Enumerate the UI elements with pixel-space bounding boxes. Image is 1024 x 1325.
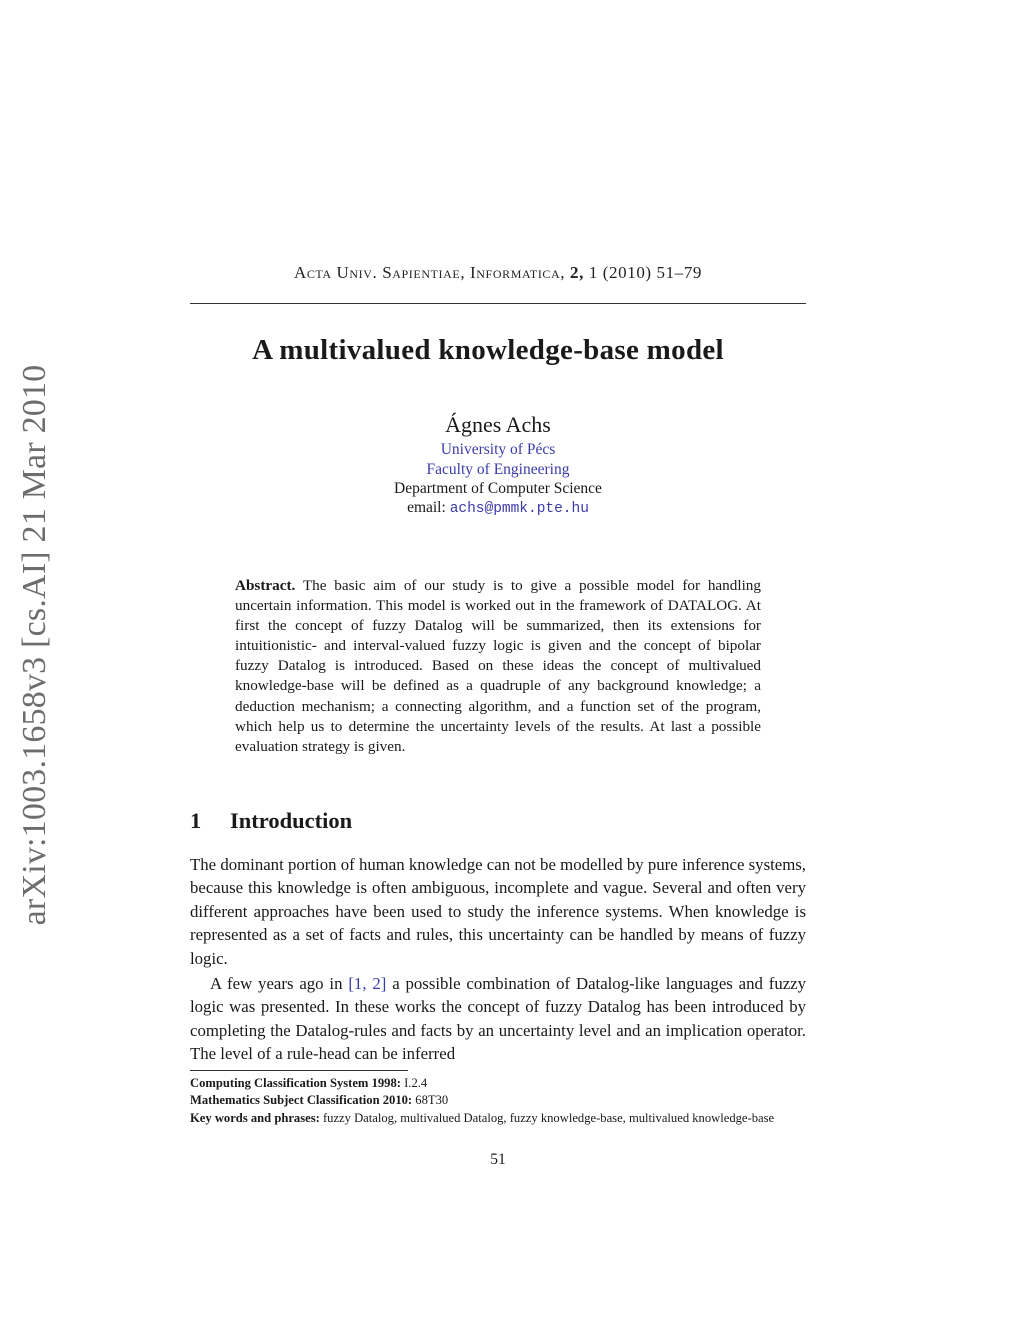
page-number: 51 (490, 1151, 506, 1168)
footnote-keywords (190, 1110, 806, 1127)
journal-header (190, 263, 806, 283)
abstract (235, 576, 761, 757)
journal-volume: 2, (570, 263, 584, 282)
author-faculty-link[interactable]: Faculty of Engineering (426, 460, 570, 478)
author-name: Ágnes Achs (445, 412, 551, 437)
ccs-label: Computing Classification System 1998: (190, 1076, 401, 1090)
footnote-msc (190, 1092, 806, 1109)
email-label: email: (407, 499, 446, 516)
keywords-value: fuzzy Datalog, multivalued Datalog, fuzzy knowledge-base, multivalued knowledge-base (322, 1110, 775, 1125)
author-email-line (348, 498, 648, 519)
body-paragraph-1: The dominant portion of human knowledge can not be modelled by pure inference systems, because this knowledge is often ambiguous, incomplete and vague. Several and often very different approaches have been used to study the inference systems. When knowledge is represented as a set of facts and rules, this uncertainty can be handled by means of fuzzy logic. (190, 855, 806, 968)
ccs-value: I.2.4 (404, 1076, 428, 1090)
section-title: Introduction (230, 808, 353, 833)
msc-label: Mathematics Subject Classification 2010: (190, 1093, 413, 1108)
footnote-ccs (190, 1075, 806, 1092)
paper-title: A multivalued knowledge-base model (252, 334, 724, 366)
arxiv-identifier-stamp: arXiv:1003.1658v3 [cs.AI] 21 Mar 2010 (16, 364, 53, 926)
msc-value: 68T30 (415, 1093, 449, 1108)
citation-link-1[interactable]: 1 (353, 974, 363, 994)
author-department: Department of Computer Science (394, 480, 602, 497)
footnote-rule (190, 1070, 408, 1071)
paragraph-2-rest: a possible combination of Datalog-like languages and fuzzy logic was presented. In these works the concept of fuzzy Datalog has been introduced by completing the Datalog-rules and facts by an uncertainty level and an implication operator. The level of a rule-head can be inferred (190, 974, 807, 1064)
footnotes (190, 1075, 806, 1127)
author-block (348, 410, 648, 519)
abstract-label: Abstract. (235, 577, 296, 594)
abstract-text: The basic aim of our study is to give a possible model for handling uncertain information. This model is worked out in the framework of DATALOG. At first the concept of fuzzy Datalog will be summarized, then its extensions for intuitionistic- and interval-valued fuzzy logic is given and the concept of bipolar fuzzy Datalog is introduced. Based on these ideas the concept of multivalued knowledge-base will be defined as a quadruple of any background knowledge; a deduction mechanism; a connecting algorithm, and a function set of the program, which help us to determine the uncertainty levels of the results. At last a possible evaluation strategy is given. (235, 577, 761, 755)
journal-name: Acta Univ. Sapientiae, Informatica, (293, 263, 566, 282)
body-paragraph-2 (190, 972, 806, 1066)
journal-issue-year-pages: 1 (2010) 51–79 (588, 263, 703, 282)
body-text (190, 853, 806, 1066)
citation-bracket-open: [ (348, 974, 354, 994)
section-number: 1 (190, 808, 202, 833)
citation-separator: , (362, 974, 373, 994)
author-university-link[interactable]: University of Pécs (440, 441, 556, 458)
citation-link-2[interactable]: 2 (372, 974, 381, 994)
citation-bracket-close: ] (380, 974, 387, 994)
header-rule (190, 303, 806, 304)
paragraph-2-lead: A few years ago in (210, 974, 349, 994)
email-link[interactable]: achs@pmmk.pte.hu (449, 501, 589, 517)
keywords-label: Key words and phrases: (190, 1110, 320, 1125)
section-heading-introduction (190, 808, 352, 834)
